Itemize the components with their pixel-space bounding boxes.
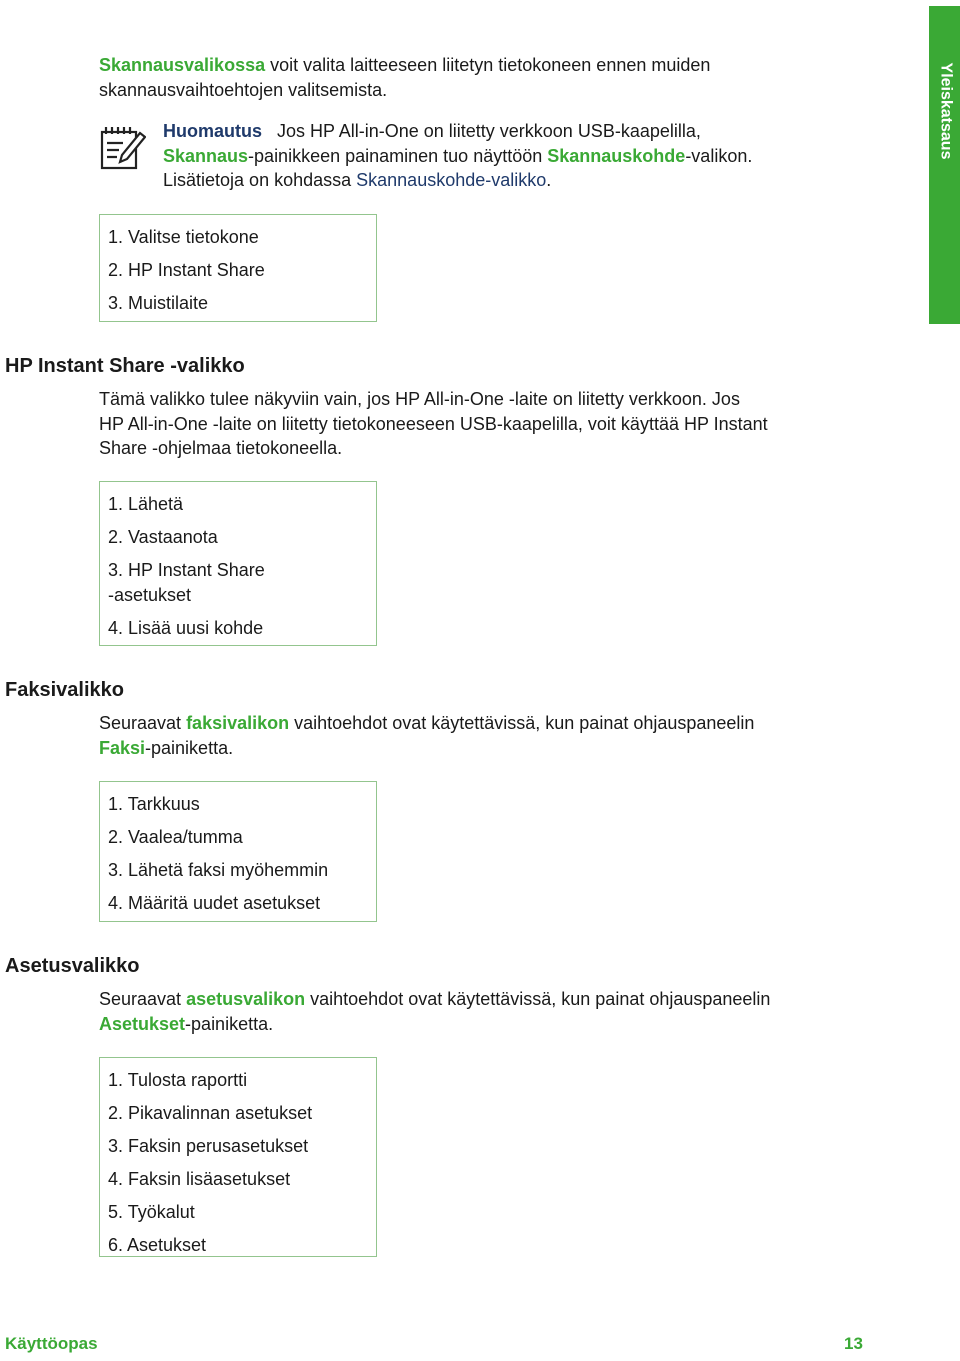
fax-text-1: Seuraavat — [99, 713, 187, 733]
instant-share-text-2: HP All-in-One -laite on liitetty tietokoneeseen USB-kaapelilla, voit käyttää HP Instant — [99, 413, 768, 434]
menu-item: 3. Lähetä faksi myöhemmin — [108, 860, 329, 880]
menu-item: 4. Määritä uudet asetukset — [108, 893, 321, 913]
menu-item: 6. Asetukset — [108, 1235, 207, 1255]
menu-item: 2. Pikavalinnan asetukset — [108, 1103, 313, 1123]
menu-item — [108, 558, 368, 607]
menu-item: 4. Lisää uusi kohde — [108, 617, 264, 638]
setup-menu-box — [99, 1057, 377, 1257]
scan-menu-term: Skannausvalikossa — [99, 55, 266, 75]
setup-text-3: -painiketta. — [185, 1013, 274, 1034]
intro-text-1: voit valita laitteeseen liitetyn tietokoneen ennen muiden — [265, 55, 711, 75]
instant-share-menu-box — [99, 481, 377, 646]
note-text-3: -valikon. — [685, 145, 753, 166]
menu-item: 3. Muistilaite — [108, 293, 209, 313]
setup-text-1: Seuraavat — [99, 989, 187, 1009]
menu-item-line: -asetukset — [108, 584, 192, 605]
menu-item: 1. Tarkkuus — [108, 794, 200, 814]
menu-item: 2. Vastaanota — [108, 527, 218, 547]
fax-menu-box — [99, 781, 377, 922]
fax-button-term: Faksi — [99, 737, 146, 758]
fax-menu-term: faksivalikon — [186, 713, 290, 733]
setup-menu-term: asetusvalikon — [186, 989, 306, 1009]
scan-target-link[interactable]: Skannauskohde-valikko — [356, 170, 547, 190]
menu-item: 5. Työkalut — [108, 1202, 195, 1222]
note-text-5: . — [546, 170, 552, 190]
setup-text-2: vaihtoehdot ovat käytettävissä, kun painat ohjauspaneelin — [305, 989, 771, 1009]
fax-text-3: -painiketta. — [145, 737, 234, 758]
intro-text-2: skannausvaihtoehtojen valitsemista. — [99, 79, 388, 100]
menu-item: 1. Valitse tietokone — [108, 227, 259, 247]
note-text-2: -painikkeen painaminen tuo näyttöön — [248, 145, 548, 166]
menu-item: 3. Faksin perusasetukset — [108, 1136, 309, 1156]
note-text-4: Lisätietoja on kohdassa — [163, 170, 357, 190]
note-text — [163, 119, 863, 193]
note-label: Huomautus — [163, 121, 262, 141]
note-pencil-icon — [100, 124, 146, 170]
setup-button-term: Asetukset — [99, 1013, 186, 1034]
instant-share-text-3: Share -ohjelmaa tietokoneella. — [99, 438, 343, 458]
setup-heading: Asetusvalikko — [5, 955, 140, 977]
instant-share-paragraph — [99, 387, 869, 461]
instant-share-heading: HP Instant Share -valikko — [5, 355, 245, 377]
setup-paragraph — [99, 987, 869, 1036]
menu-item-line: 3. HP Instant Share — [108, 560, 265, 580]
intro-paragraph — [99, 53, 869, 102]
scan-button-term: Skannaus — [163, 145, 249, 166]
menu-item: 2. Vaalea/tumma — [108, 827, 243, 847]
fax-heading: Faksivalikko — [5, 679, 124, 701]
footer-guide-title: Käyttöopas — [5, 1334, 98, 1353]
menu-item: 4. Faksin lisäasetukset — [108, 1169, 291, 1189]
instant-share-text-1: Tämä valikko tulee näkyviin vain, jos HP All-in-One -laite on liitetty verkkoon. Jos — [99, 389, 740, 409]
scan-target-term: Skannauskohde — [547, 145, 686, 166]
side-tab — [929, 6, 960, 324]
page-number: 13 — [844, 1334, 863, 1353]
fax-text-2: vaihtoehdot ovat käytettävissä, kun painat ohjauspaneelin — [289, 713, 755, 733]
note-text-1: Jos HP All-in-One on liitetty verkkoon USB-kaapelilla, — [277, 121, 701, 141]
scan-menu-box — [99, 214, 377, 322]
fax-paragraph — [99, 711, 869, 760]
menu-item: 1. Lähetä — [108, 494, 184, 514]
menu-item: 2. HP Instant Share — [108, 260, 265, 280]
side-tab-label: Yleiskatsaus — [936, 62, 954, 160]
menu-item: 1. Tulosta raportti — [108, 1070, 248, 1090]
